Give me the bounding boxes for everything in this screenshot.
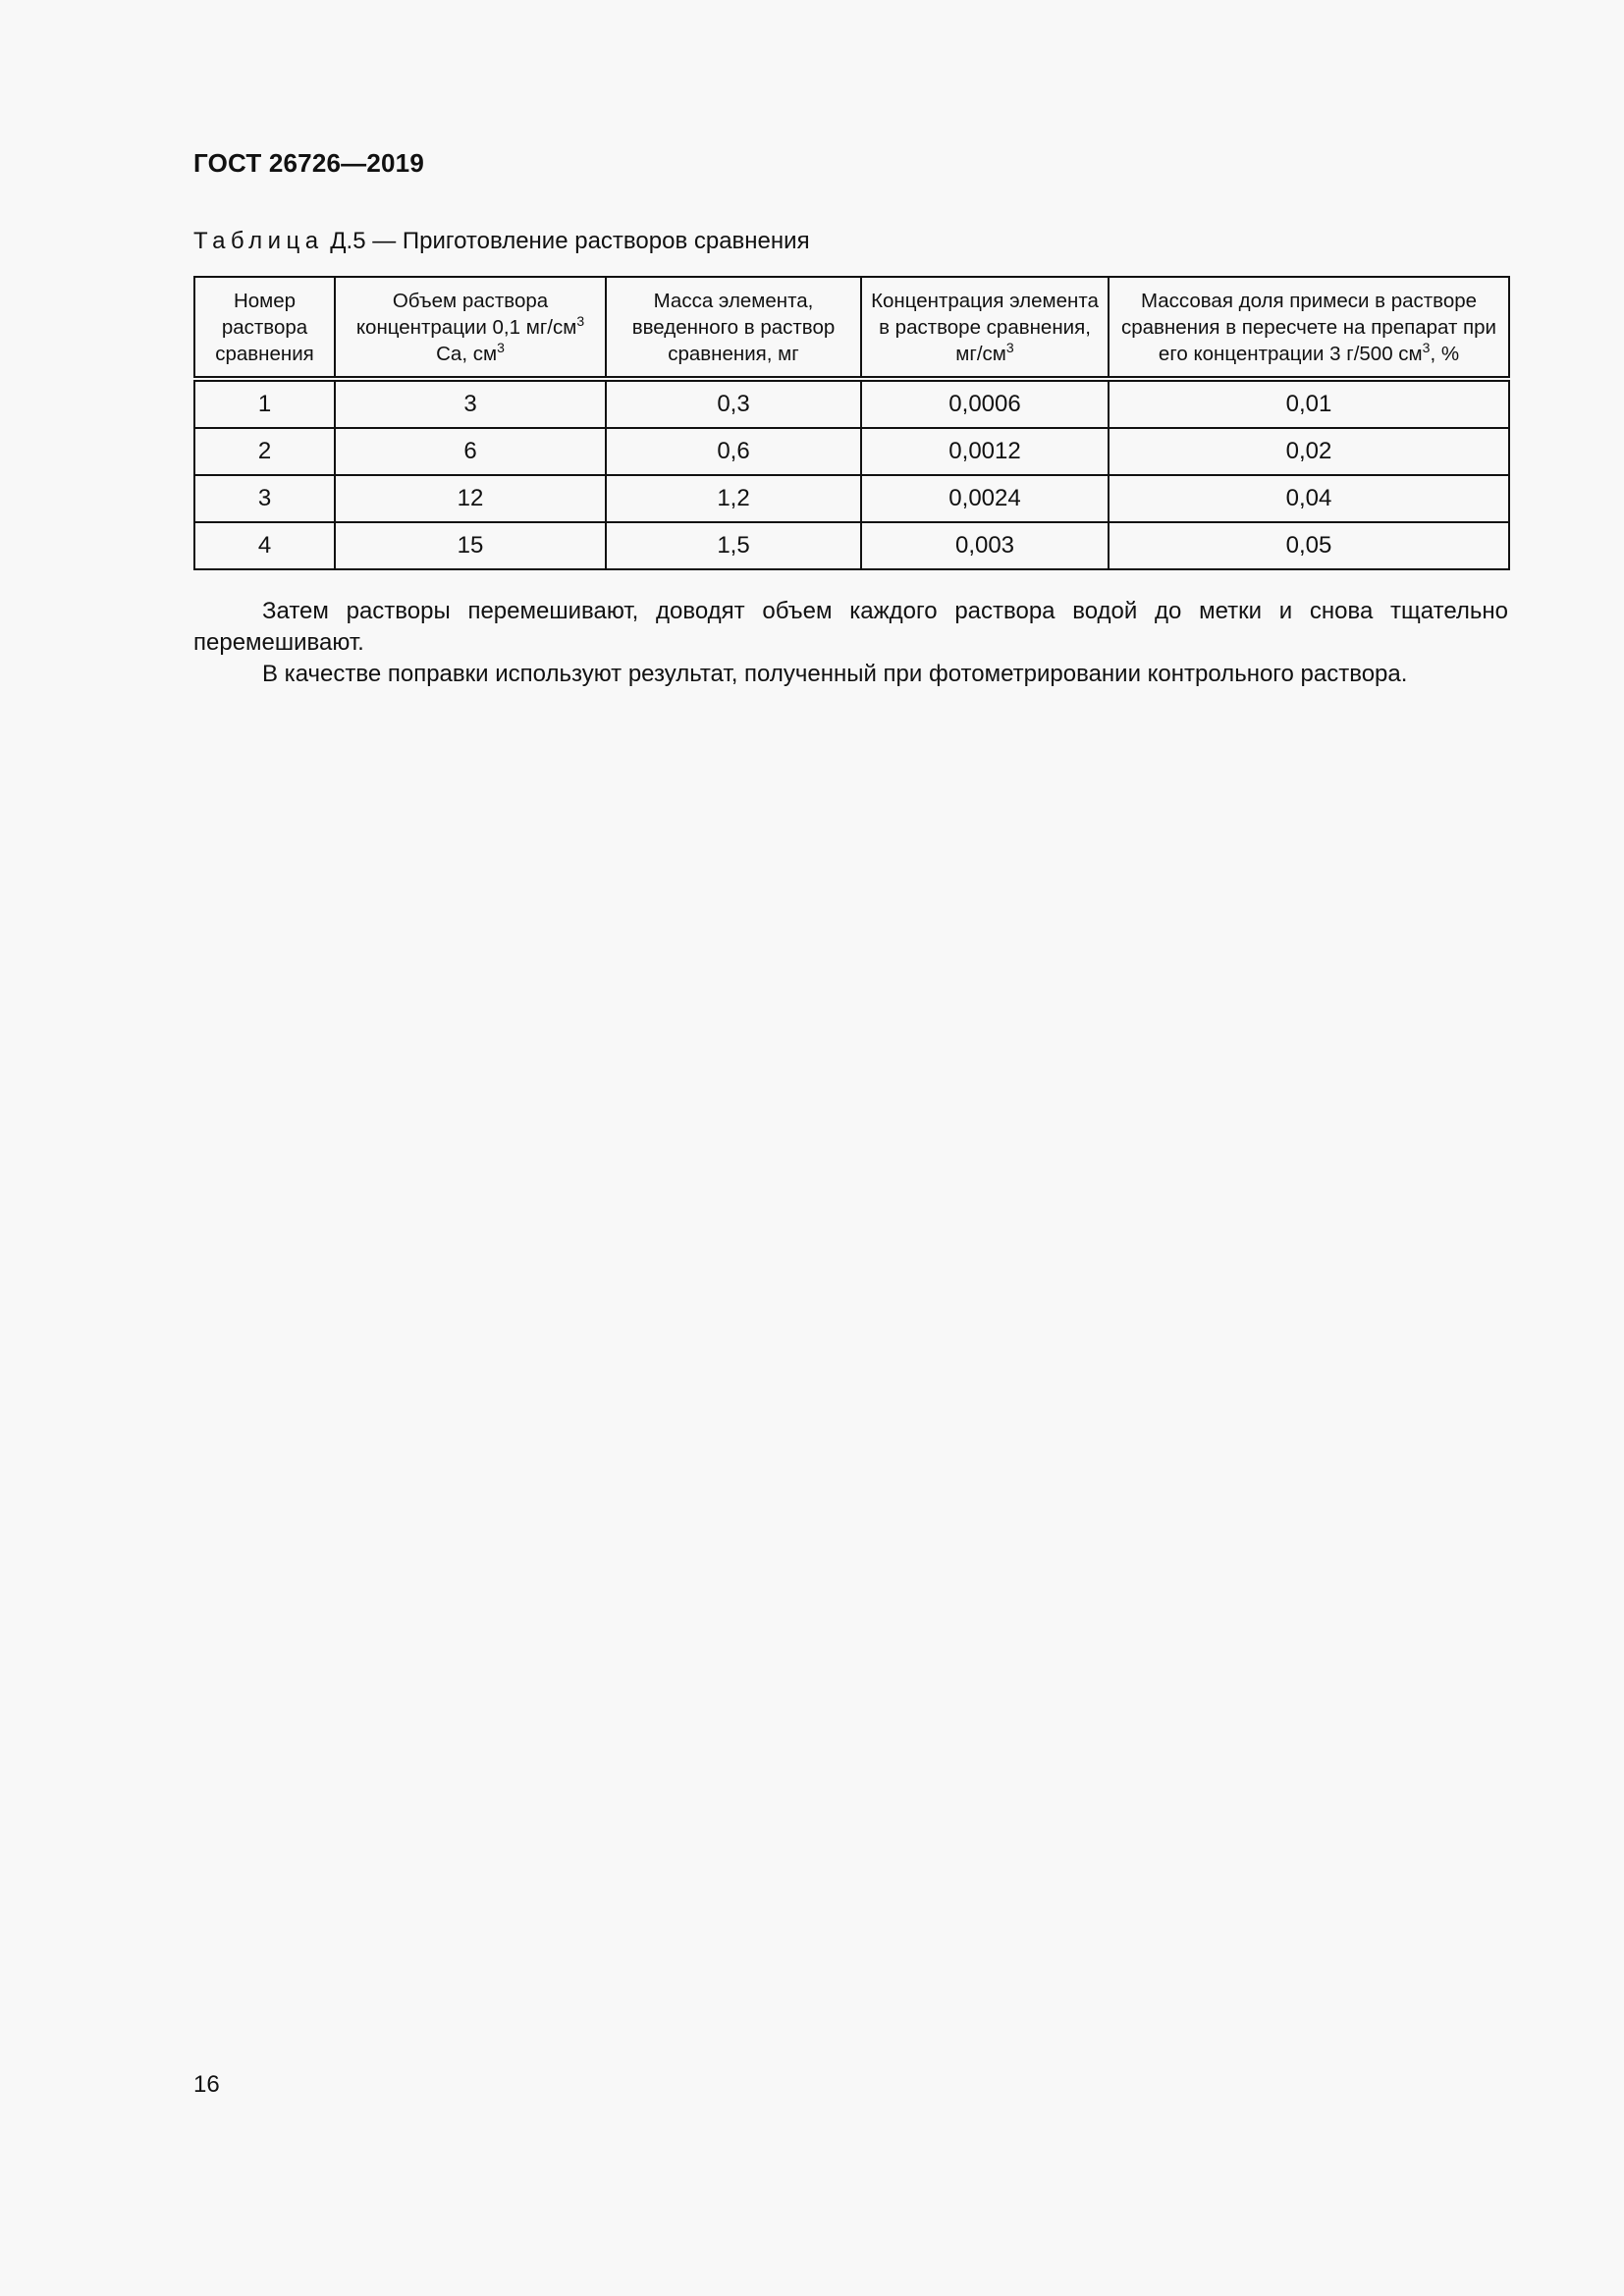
table-row bbox=[194, 428, 1509, 475]
table-cell: 1,2 bbox=[606, 475, 861, 522]
table-cell: 0,0006 bbox=[861, 379, 1109, 428]
table-caption-text: Д.5 — Приготовление растворов сравнения bbox=[323, 228, 810, 254]
table-cell: 0,3 bbox=[606, 379, 861, 428]
column-header-element-mass: Масса элемента, введенного в раствор сравнения, мг bbox=[606, 277, 861, 379]
table-cell: 0,0012 bbox=[861, 428, 1109, 475]
table-cell: 0,0024 bbox=[861, 475, 1109, 522]
page-number: 16 bbox=[193, 2071, 220, 2098]
column-header-solution-volume: Объем раствора концентрации 0,1 $мг/см^3$ Ca, $см^3$ bbox=[335, 277, 606, 379]
paragraph: В качестве поправки используют результат, полученный при фотометрировании контрольного раствора. bbox=[262, 661, 1408, 687]
document-code: ГОСТ 26726—2019 bbox=[193, 148, 424, 178]
column-header-element-concentration: Концентрация элемента в растворе сравнения, $мг/см^3$ bbox=[861, 277, 1109, 379]
reference-solutions-table bbox=[193, 276, 1510, 570]
table-cell: 1 bbox=[194, 379, 335, 428]
table-cell: 1,5 bbox=[606, 522, 861, 569]
table-cell: 6 bbox=[335, 428, 606, 475]
table-cell: 12 bbox=[335, 475, 606, 522]
table-row bbox=[194, 475, 1509, 522]
body-text bbox=[193, 596, 1508, 690]
table-cell: 0,003 bbox=[861, 522, 1109, 569]
table-cell: 0,05 bbox=[1109, 522, 1509, 569]
table-cell: 3 bbox=[335, 379, 606, 428]
table-cell: 4 bbox=[194, 522, 335, 569]
table-row bbox=[194, 379, 1509, 428]
table-header-row bbox=[194, 277, 1509, 379]
table-row bbox=[194, 522, 1509, 569]
table-cell: 15 bbox=[335, 522, 606, 569]
table-cell: 0,6 bbox=[606, 428, 861, 475]
column-header-impurity-mass-fraction: Массовая доля примеси в растворе сравнения в пересчете на препарат при его концентрации 3 г/500 $см^3$, % bbox=[1109, 277, 1509, 379]
table-cell: 0,04 bbox=[1109, 475, 1509, 522]
table-cell: 0,02 bbox=[1109, 428, 1509, 475]
table-caption bbox=[193, 228, 810, 255]
table-caption-label: Таблица bbox=[193, 228, 324, 254]
paragraph: Затем растворы перемешивают, доводят объем каждого раствора водой до метки и снова тщательно перемешивают. bbox=[193, 598, 1508, 656]
table-cell: 2 bbox=[194, 428, 335, 475]
table-cell: 3 bbox=[194, 475, 335, 522]
table-cell: 0,01 bbox=[1109, 379, 1509, 428]
column-header-solution-number: Номер раствора сравнения bbox=[194, 277, 335, 379]
